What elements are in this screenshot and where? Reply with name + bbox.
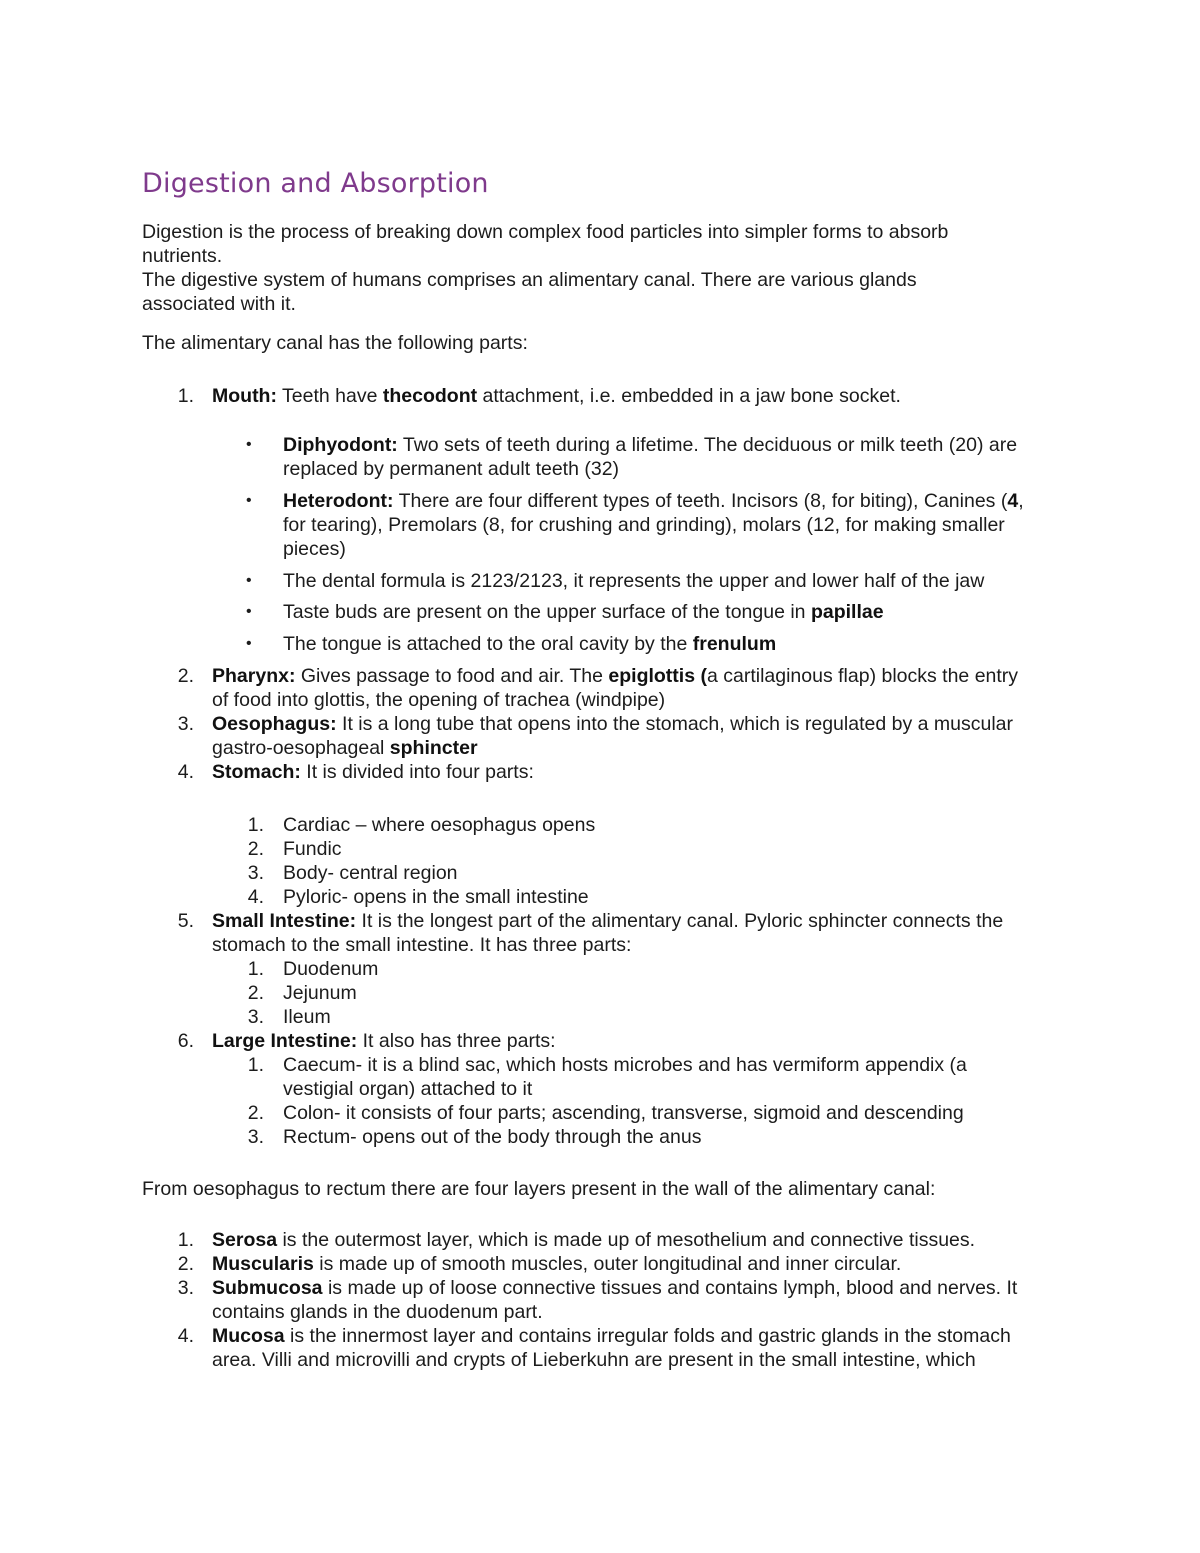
bullet-marker: • [246,603,252,620]
list-number: 4. [177,761,194,783]
list-number: 2. [177,1253,194,1275]
sub-item: Duodenum [283,958,379,980]
layer-item-submucosa: Submucosa is made up of loose connective tissues and contains lymph, blood and nerves. It [212,1277,1018,1299]
list-item-cont: of food into glottis, the opening of trachea (windpipe) [212,689,666,711]
sub-item: Rectum- opens out of the body through the anus [283,1126,702,1148]
sub-number: 1. [247,814,264,836]
list-number: 6. [177,1030,194,1052]
page-title: Digestion and Absorption [142,168,489,199]
sub-number: 4. [247,886,264,908]
layer-item-mucosa: Mucosa is the innermost layer and contains irregular folds and gastric glands in the stomach [212,1325,1011,1347]
bullet-marker: • [246,436,252,453]
bullet-item: Taste buds are present on the upper surface of the tongue in papillae [283,601,884,623]
layer-item-cont: contains glands in the duodenum part. [212,1301,543,1323]
sub-item: Body- central region [283,862,458,884]
layer-item-muscularis: Muscularis is made up of smooth muscles, outer longitudinal and inner circular. [212,1253,902,1275]
list-number: 3. [177,1277,194,1299]
sub-item: Jejunum [283,982,357,1004]
list-item-large-intestine: Large Intestine: It also has three parts: [212,1030,556,1052]
bullet-item-cont: for tearing), Premolars (8, for crushing and grinding), molars (12, for making smaller [283,514,1005,536]
bullet-item: The tongue is attached to the oral cavity by the frenulum [283,633,777,655]
bullet-item: Heterodont: There are four different types of teeth. Incisors (8, for biting), Canines (4, [283,490,1024,512]
list-item-mouth: Mouth: Teeth have thecodont attachment, i.e. embedded in a jaw bone socket. [212,385,901,407]
intro-line: associated with it. [142,293,296,315]
bullet-marker: • [246,492,252,509]
bullet-marker: • [246,572,252,589]
intro-line: nutrients. [142,245,223,267]
sub-item: Fundic [283,838,342,860]
sub-item: Cardiac – where oesophagus opens [283,814,596,836]
list-item-stomach: Stomach: It is divided into four parts: [212,761,534,783]
bullet-item: Diphyodont: Two sets of teeth during a lifetime. The deciduous or milk teeth (20) are [283,434,1018,456]
sub-item: Caecum- it is a blind sac, which hosts microbes and has vermiform appendix (a [283,1054,967,1076]
list-number: 4. [177,1325,194,1347]
sub-item: Colon- it consists of four parts; ascending, transverse, sigmoid and descending [283,1102,964,1124]
bullet-item-cont: pieces) [283,538,346,560]
sub-item-cont: vestigial organ) attached to it [283,1078,533,1100]
layer-item-serosa: Serosa is the outermost layer, which is made up of mesothelium and connective tissues. [212,1229,976,1251]
sub-item: Ileum [283,1006,331,1028]
layer-item-cont: area. Villi and microvilli and crypts of Lieberkuhn are present in the small intestine, which [212,1349,976,1371]
sub-number: 3. [247,862,264,884]
list-item-oesophagus: Oesophagus: It is a long tube that opens into the stomach, which is regulated by a muscular [212,713,1013,735]
sub-number: 2. [247,982,264,1004]
sub-number: 2. [247,1102,264,1124]
sub-number: 3. [247,1126,264,1148]
intro-line: The alimentary canal has the following parts: [142,332,528,354]
layers-intro: From oesophagus to rectum there are four layers present in the wall of the alimentary canal: [142,1178,936,1200]
sub-number: 1. [247,958,264,980]
list-number: 3. [177,713,194,735]
list-item-cont: gastro-oesophageal sphincter [212,737,478,759]
list-number: 5. [177,910,194,932]
sub-item: Pyloric- opens in the small intestine [283,886,589,908]
bullet-marker: • [246,635,252,652]
intro-line: The digestive system of humans comprises an alimentary canal. There are various glands [142,269,917,291]
term-label: Mouth: [212,385,277,407]
list-item-small-intestine: Small Intestine: It is the longest part of the alimentary canal. Pyloric sphincter connects the [212,910,1004,932]
sub-number: 1. [247,1054,264,1076]
sub-number: 2. [247,838,264,860]
list-item-cont: stomach to the small intestine. It has three parts: [212,934,632,956]
list-item-pharynx: Pharynx: Gives passage to food and air. The epiglottis (a cartilaginous flap) blocks the entry [212,665,1019,687]
list-number: 2. [177,665,194,687]
bullet-item: The dental formula is 2123/2123, it represents the upper and lower half of the jaw [283,570,985,592]
sub-number: 3. [247,1006,264,1028]
term-label: thecodont [382,385,478,407]
bullet-item-cont: replaced by permanent adult teeth (32) [283,458,620,480]
intro-line: Digestion is the process of breaking down complex food particles into simpler forms to absorb [142,221,949,243]
list-number: 1. [177,1229,194,1251]
list-number: 1. [177,385,194,407]
